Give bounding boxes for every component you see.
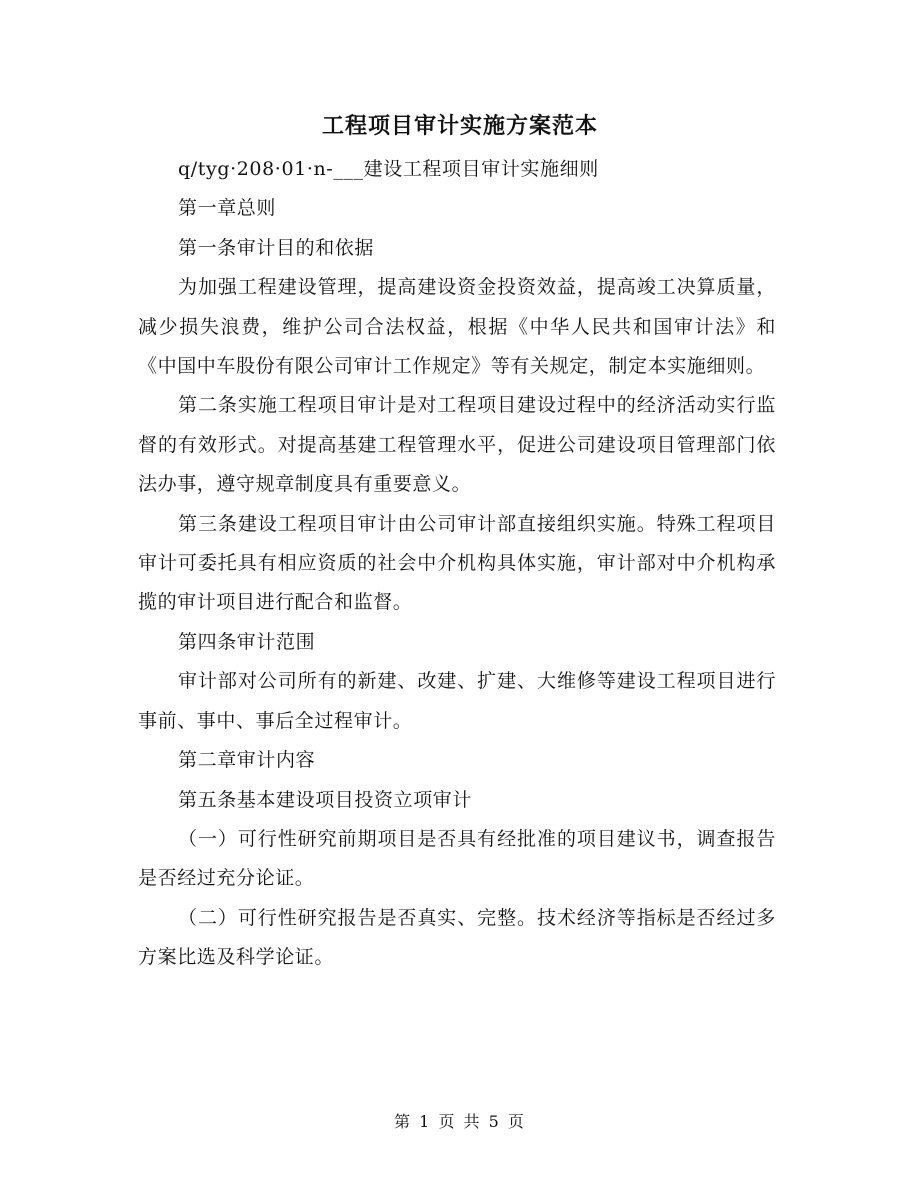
paragraph-item-2: （二）可行性研究报告是否真实、完整。技术经济等指标是否经过多方案比选及科学论证。 [138, 906, 776, 969]
paragraph-article-5-heading: 第五条基本建设项目投资立项审计 [178, 788, 473, 811]
paragraph-article-4-heading: 第四条审计范围 [178, 630, 316, 653]
paragraph-article-1-body: 为加强工程建设管理，提高建设资金投资效益，提高竣工决算质量，减少损失浪费，维护公司合法权益，根据《中华人民共和国审计法》和《中国中车股份有限公司审计工作规定》等有关规定，制定本实施细则。 [138, 276, 776, 378]
paragraph-article-4-body: 审计部对公司所有的新建、改建、扩建、大维修等建设工程项目进行事前、事中、事后全过程审计。 [138, 670, 776, 732]
page-footer: 第 1 页 共 5 页 [394, 1112, 526, 1131]
paragraph-rule-code: q/tyg·208·01·n-___建设工程项目审计实施细则 [178, 158, 599, 180]
paragraph-chapter-1: 第一章总则 [178, 197, 277, 220]
paragraph-item-1: （一）可行性研究前期项目是否具有经批准的项目建议书，调查报告是否经过充分论证。 [138, 827, 776, 890]
document-body [138, 150, 776, 978]
paragraph-article-3: 第三条建设工程项目审计由公司审计部直接组织实施。特殊工程项目审计可委托具有相应资质的社会中介机构具体实施，审计部对中介机构承揽的审计项目进行配合和监督。 [138, 512, 776, 614]
paragraph-article-2: 第二条实施工程项目审计是对工程项目建设过程中的经济活动实行监督的有效形式。对提高基建工程管理水平，促进公司建设项目管理部门依法办事，遵守规章制度具有重要意义。 [138, 394, 776, 496]
paragraph-article-1-heading: 第一条审计目的和依据 [178, 236, 375, 259]
paragraph-chapter-2: 第二章审计内容 [178, 749, 316, 772]
document-title: 工程项目审计实施方案范本 [321, 113, 598, 139]
